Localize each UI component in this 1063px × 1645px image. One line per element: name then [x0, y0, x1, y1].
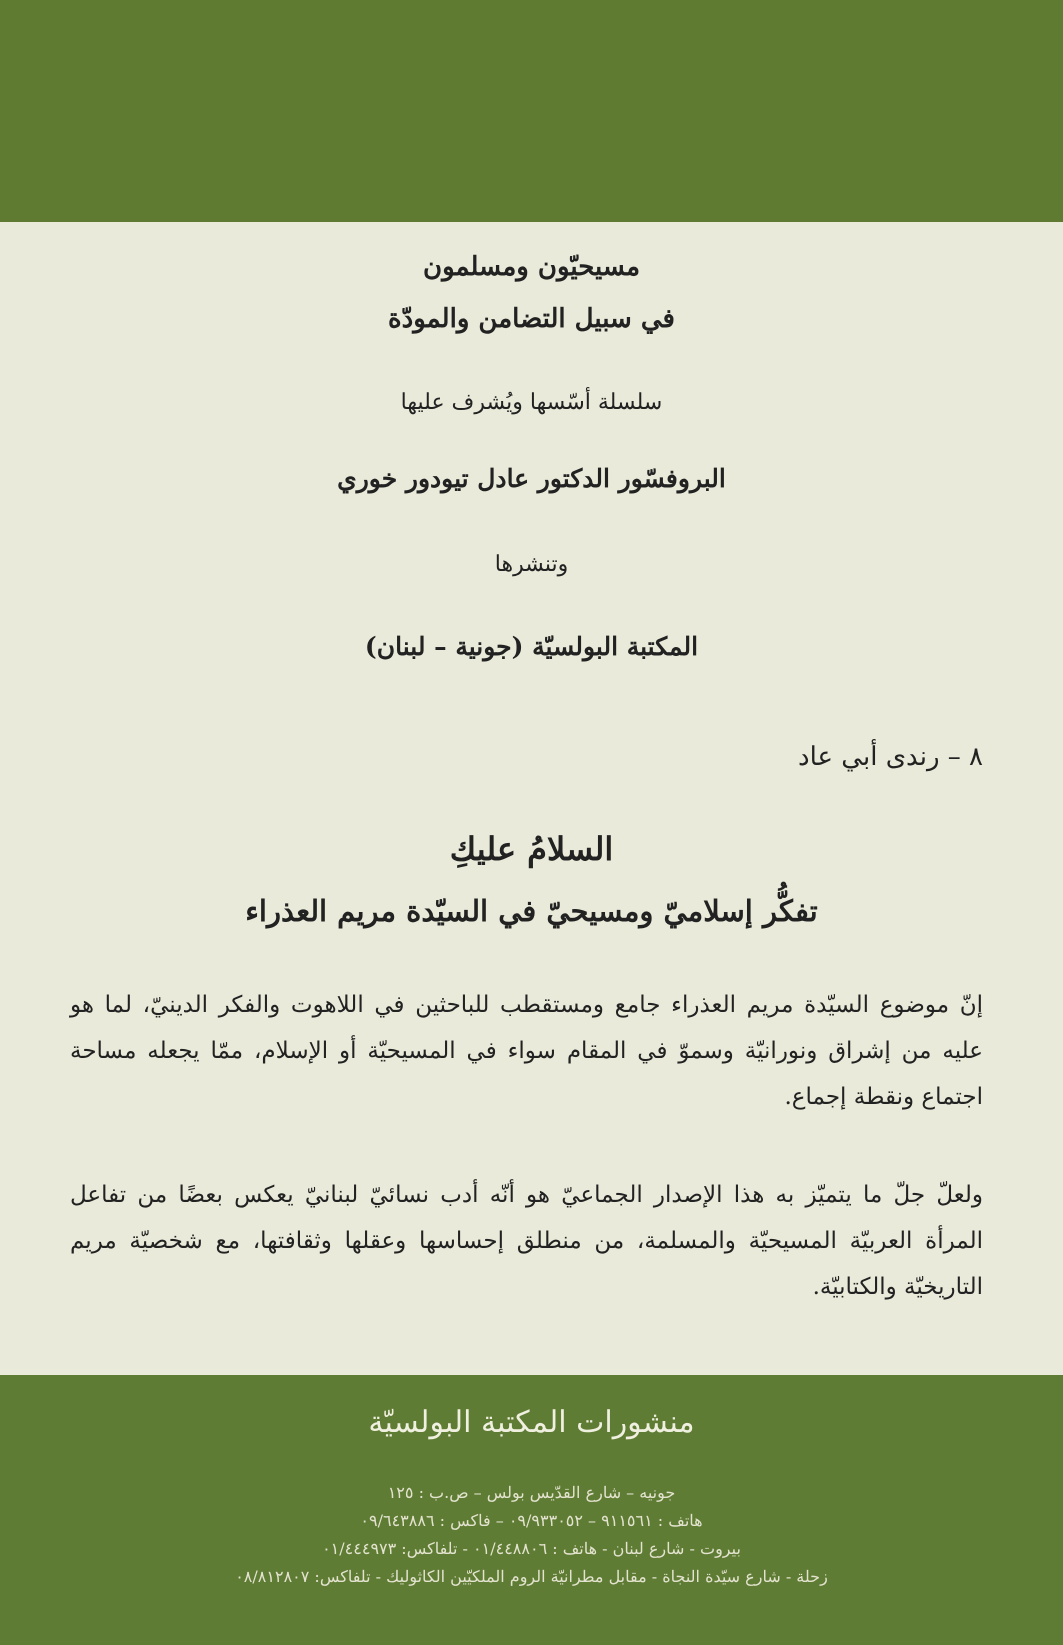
address-line-beirut: بيروت - شارع لبنان - هاتف : ٠١/٤٤٨٨٠٦ - تلفاكس: ٠١/٤٤٤٩٧٣	[322, 1539, 741, 1558]
series-subtitle: في سبيل التضامن والمودّة	[388, 304, 675, 334]
publishes-line: وتنشرها	[494, 552, 569, 577]
book-title: السلامُ عليكِ	[449, 830, 614, 868]
publisher-logo: منشورات المكتبة البولسيّة	[368, 1405, 695, 1440]
address-line-zahle: زحلة - شارع سيّدة النجاة - مقابل مطرانيّة الروم الملكيّين الكاثوليك - تلفاكس: ٠٨/٨١٢٨٠٧	[235, 1567, 828, 1586]
back-cover-panel	[0, 222, 1063, 1375]
blurb-paragraph-2: ولعلّ جلّ ما يتميّز به هذا الإصدار الجماعيّ هو أنّه أدب نسائيّ لبنانيّ يعكس بعضًا من تفاعل المرأة العربيّة المسيحيّة والمسلمة، من منطلق إحساسها وعقلها وثقافتها، مع شخصيّة مريم التاريخيّة والكتابيّة.	[70, 1182, 983, 1300]
series-title: مسيحيّون ومسلمون	[422, 252, 640, 282]
bottom-green-band	[0, 1375, 1063, 1645]
publisher-library: المكتبة البولسيّة (جونية – لبنان)	[364, 632, 699, 661]
book-number-author: ٨ – رندى أبي عاد	[798, 742, 983, 772]
address-line-jounieh: جونيه – شارع القدّيس بولس – ص.ب : ١٢٥	[387, 1483, 676, 1502]
top-green-band	[0, 0, 1063, 222]
series-editor-name: البروفسّور الدكتور عادل تيودور خوري	[337, 464, 726, 493]
book-subtitle: تفكُّر إسلاميّ ومسيحيّ في السيّدة مريم العذراء	[245, 894, 818, 928]
blurb-paragraph-1: إنّ موضوع السيّدة مريم العذراء جامع ومستقطب للباحثين في اللاهوت والفكر الدينيّ، لما هو عليه من إشراق ونورانيّة وسموّ في المقام سواء في المسيحيّة أو الإسلام، ممّا يجعله مساحة اجتماع ونقطة إجماع.	[70, 992, 983, 1110]
address-line-phone-fax: هاتف : ٩١١٥٦١ – ٠٩/٩٣٣٠٥٢ – فاكس : ٠٩/٦٤٣٨٨٦	[360, 1511, 703, 1530]
series-founder-line: سلسلة أسّسها ويُشرف عليها	[400, 390, 663, 415]
